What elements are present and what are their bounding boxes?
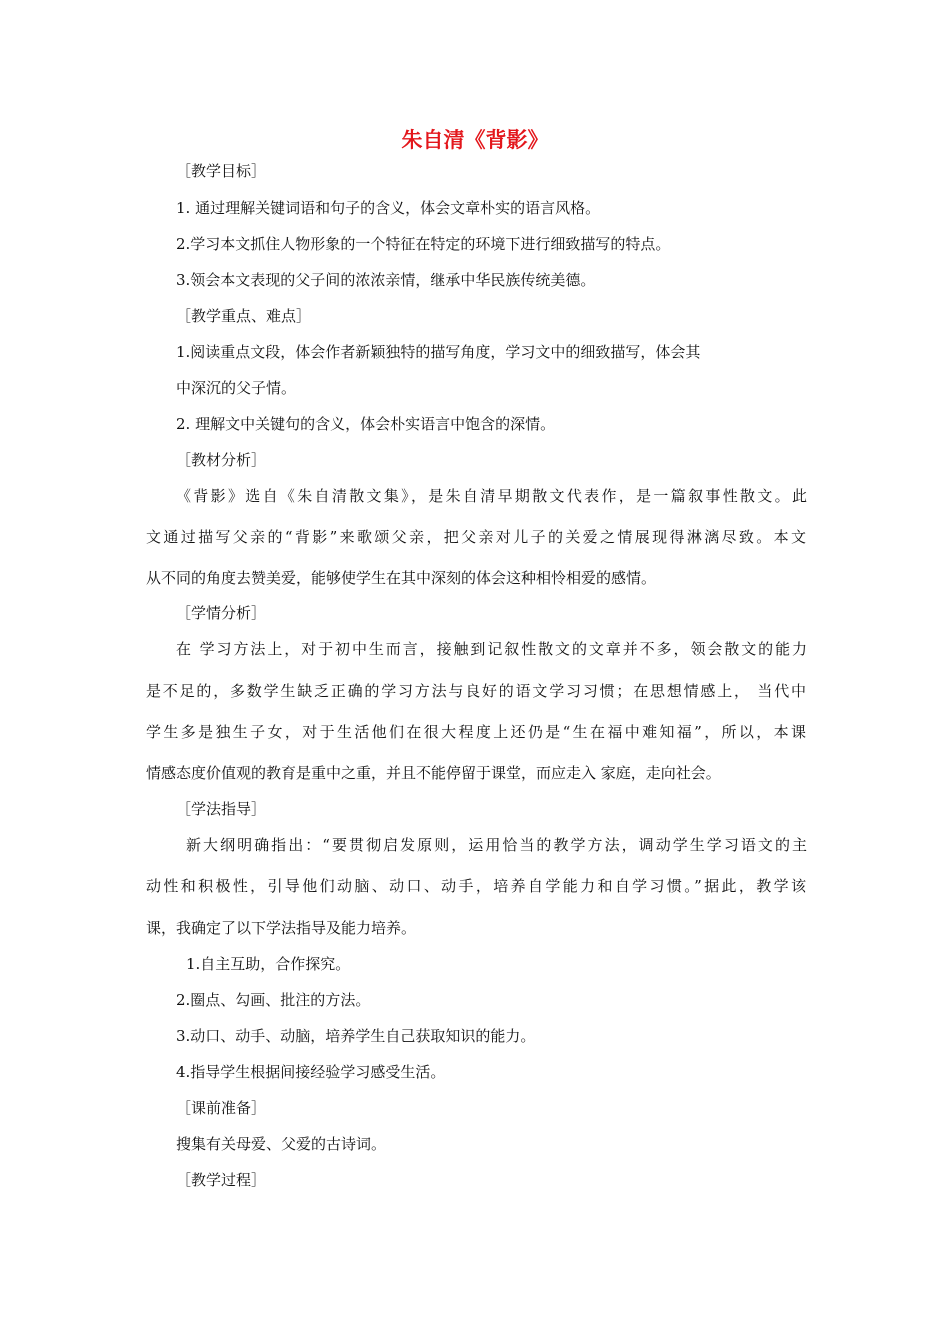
key-point-item: 1.阅读重点文段，体会作者新颖独特的描写角度，学习文中的细致描写，体会其 (176, 343, 701, 361)
section-heading-students: ［学情分析］ (176, 604, 267, 622)
key-point-item: 2. 理解文中关键句的含义，体会朴实语言中饱含的深情。 (176, 415, 556, 433)
section-heading-goals: ［教学目标］ (176, 162, 267, 180)
paragraph-line: 从不同的角度去赞美爱，能够使学生在其中深刻的体会这种相怜相爱的感情。 (146, 569, 657, 587)
section-heading-methods: ［学法指导］ (176, 800, 267, 818)
key-point-item-continuation: 中深沉的父子情。 (176, 379, 297, 397)
paragraph-line: 学生多是独生子女，对于生活他们在很大程度上还仍是“生在福中难知福”，所以，本课 (146, 723, 806, 741)
method-item: 4.指导学生根据间接经验学习感受生活。 (176, 1063, 446, 1081)
paragraph-line: 课，我确定了以下学法指导及能力培养。 (146, 919, 417, 937)
paragraph-line: 《背影》选自《朱自清散文集》，是朱自清早期散文代表作，是一篇叙事性散文。此 (176, 487, 807, 505)
goal-item: 2.学习本文抓住人物形象的一个特征在特定的环境下进行细致描写的特点。 (176, 235, 671, 253)
paragraph-line: 情感态度价值观的教育是重中之重，并且不能停留于课堂，而应走入 家庭，走向社会。 (146, 764, 721, 782)
paragraph-line: 新大纲明确指出：“要贯彻启发原则，运用恰当的教学方法，调动学生学习语文的主 (186, 836, 807, 854)
paragraph-line: 在 学习方法上，对于初中生而言，接触到记叙性散文的文章并不多，领会散文的能力 (176, 640, 807, 658)
method-item: 2.圈点、勾画、批注的方法。 (176, 991, 371, 1009)
section-heading-process: ［教学过程］ (176, 1171, 267, 1189)
goal-item: 1. 通过理解关键词语和句子的含义，体会文章朴实的语言风格。 (176, 199, 601, 217)
section-heading-material: ［教材分析］ (176, 451, 267, 469)
section-heading-prep: ［课前准备］ (176, 1099, 267, 1117)
page-title: 朱自清《背影》 (401, 128, 549, 152)
section-heading-key-points: ［教学重点、难点］ (176, 307, 312, 325)
paragraph-line: 动性和积极性，引导他们动脑、动口、动手，培养自学能力和自学习惯。”据此，教学该 (146, 877, 806, 895)
paragraph-line: 文通过描写父亲的“背影”来歌颂父亲，把父亲对儿子的关爱之情展现得淋漓尽致。本文 (146, 528, 806, 546)
method-item: 3.动口、动手、动脑，培养学生自己获取知识的能力。 (176, 1027, 536, 1045)
paragraph-line: 是不足的，多数学生缺乏正确的学习方法与良好的语文学习习惯；在思想情感上， 当代中 (146, 682, 806, 700)
method-item: 1.自主互助，合作探究。 (186, 955, 351, 973)
goal-item: 3.领会本文表现的父子间的浓浓亲情，继承中华民族传统美德。 (176, 271, 596, 289)
prep-text: 搜集有关母爱、父爱的古诗词。 (176, 1135, 387, 1153)
